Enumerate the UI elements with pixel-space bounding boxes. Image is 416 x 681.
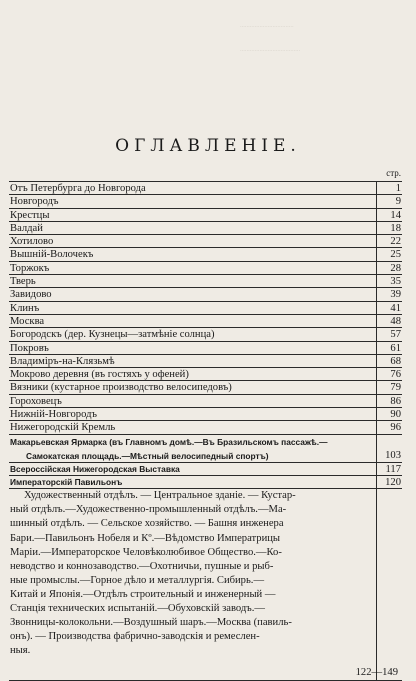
toc-row xyxy=(9,194,402,207)
toc-row xyxy=(9,314,402,327)
toc-entry-label: Клинъ xyxy=(10,302,40,314)
toc-row xyxy=(9,341,402,354)
toc-row xyxy=(9,407,402,420)
toc-row xyxy=(9,234,402,247)
bleed-through-text: ..................................... xyxy=(240,46,301,53)
page-column-label: стр. xyxy=(386,168,401,178)
toc-row xyxy=(9,420,402,433)
toc-row xyxy=(9,301,402,314)
toc-entry-label: Императорскій Павильонъ xyxy=(10,476,123,487)
toc-entry-page: 90 xyxy=(376,408,402,420)
bleed-through-text: ................................. xyxy=(240,22,294,29)
toc-entry-line: Маріи.—Императорское Человѣколюбивое Общество.—Ко- xyxy=(10,546,282,558)
toc-entry-page-range: 122—149 xyxy=(355,667,398,679)
toc-entry-page: 28 xyxy=(376,262,402,274)
toc-row xyxy=(9,434,402,462)
toc-row xyxy=(9,181,402,194)
toc-entry-label: Тверь xyxy=(10,276,36,288)
toc-entry-page: 61 xyxy=(376,342,402,354)
toc-entry-line: ные промыслы.—Горное дѣло и металлургія. Сибирь.— xyxy=(10,574,265,586)
toc-row xyxy=(9,327,402,340)
toc-entry-label xyxy=(10,489,360,658)
toc-row xyxy=(9,488,402,681)
toc-entry-page: 120 xyxy=(376,476,402,488)
toc-entry-page: 1 xyxy=(376,182,402,194)
toc-entry-line: онъ). — Производства фабрично-заводскія и ремеслен- xyxy=(10,631,260,643)
toc-entry-page: 18 xyxy=(376,222,402,234)
toc-entry-label: Богородскъ (дер. Кузнецы—затмѣніе солнца) xyxy=(10,329,215,341)
toc-row xyxy=(9,462,402,475)
toc-entry-page: 35 xyxy=(376,275,402,287)
toc-entry-line: Бари.—Павильонъ Нобеля и Кº.—Вѣдомство Императрицы xyxy=(10,532,281,544)
toc-entry-page: 22 xyxy=(376,235,402,247)
toc-entry-label: Нижній-Новгородъ xyxy=(10,409,97,421)
toc-entry-page: 57 xyxy=(376,328,402,340)
toc-entry-line: неводство и коннозаводство.—Охотничьи, пушные и рыб- xyxy=(10,560,274,572)
toc-entry-line: Станція технических испытаній.—Обуховскій заводъ.— xyxy=(10,602,266,614)
toc-row xyxy=(9,354,402,367)
toc-entry-label: Макарьевская Ярмарка (въ Главномъ домѣ.—Въ Бразильскомъ пассажѣ.— xyxy=(10,436,328,447)
toc-entry-label: Вязники (кустарное производство велосипедовъ) xyxy=(10,382,232,394)
toc-entry-label: Хотилово xyxy=(10,236,54,248)
toc-entry-label: Отъ Петербурга до Новгорода xyxy=(10,183,146,194)
toc-row xyxy=(9,367,402,380)
toc-entry-page: 14 xyxy=(376,209,402,221)
toc-entry-page: 25 xyxy=(376,248,402,260)
toc-entry-line: ный отдѣлъ.—Художественно-промышленный отдѣлъ.—Ма- xyxy=(10,504,287,516)
toc-row xyxy=(9,475,402,488)
toc-entry-label: Гороховецъ xyxy=(10,395,62,407)
toc-row xyxy=(9,394,402,407)
toc-entry-page: 79 xyxy=(376,381,402,393)
toc-entry-page: 39 xyxy=(376,288,402,300)
toc-entry-page: 103 xyxy=(376,435,402,462)
toc-entry-page: 9 xyxy=(376,195,402,207)
page-title: ОГЛАВЛЕНІЕ. xyxy=(115,136,301,156)
toc-entry-label: Москва xyxy=(10,315,45,327)
toc-entry-line: шинный отдѣлъ. — Сельское хозяйство. — Башня инженера xyxy=(10,518,284,530)
toc-entry-label: Торжокъ xyxy=(10,262,50,274)
toc-entry-line: ныя. xyxy=(10,645,31,657)
toc-entry-line: Звонницы-колокольни.—Воздушный шаръ.—Москва (павиль- xyxy=(10,617,292,629)
toc-row xyxy=(9,380,402,393)
toc-row xyxy=(9,261,402,274)
toc-row xyxy=(9,208,402,221)
toc-entry-label: Покровъ xyxy=(10,342,49,354)
toc-entry-page xyxy=(376,489,402,680)
toc-row xyxy=(9,247,402,260)
toc-entry-page: 68 xyxy=(376,355,402,367)
toc-entry-label: Валдай xyxy=(10,222,43,234)
toc-entry-page: 86 xyxy=(376,395,402,407)
toc-entry-line: Китай и Японія.—Отдѣлъ строительный и инженерный — xyxy=(10,588,276,600)
table-of-contents xyxy=(9,181,402,681)
toc-row xyxy=(9,221,402,234)
toc-entry-label: Всероссійская Нижегородская Выставка xyxy=(10,463,180,474)
toc-row xyxy=(9,274,402,287)
toc-entry-page: 117 xyxy=(376,463,402,475)
toc-entry-label: Самокатская площадь.—Мѣстный велосипедный спортъ) xyxy=(26,450,269,461)
toc-entry-page: 41 xyxy=(376,302,402,314)
toc-entry-label: Новгородъ xyxy=(10,196,59,208)
toc-row xyxy=(9,287,402,300)
toc-entry-label: Мокрово деревня (въ гостяхъ у офеней) xyxy=(10,369,189,381)
toc-entry-label: Крестцы xyxy=(10,209,50,221)
toc-entry-label: Завидово xyxy=(10,289,52,301)
toc-entry-label: Владиміръ-на-Клязьмѣ xyxy=(10,355,115,367)
toc-entry-label: Нижегородскій Кремль xyxy=(10,422,116,434)
toc-entry-line: Художественный отдѣлъ. — Центральное зданіе. — Кустар- xyxy=(24,490,296,502)
toc-entry-page: 76 xyxy=(376,368,402,380)
toc-entry-page: 48 xyxy=(376,315,402,327)
toc-entry-page: 96 xyxy=(376,421,402,433)
toc-entry-label: Вышній-Волочекъ xyxy=(10,249,94,261)
